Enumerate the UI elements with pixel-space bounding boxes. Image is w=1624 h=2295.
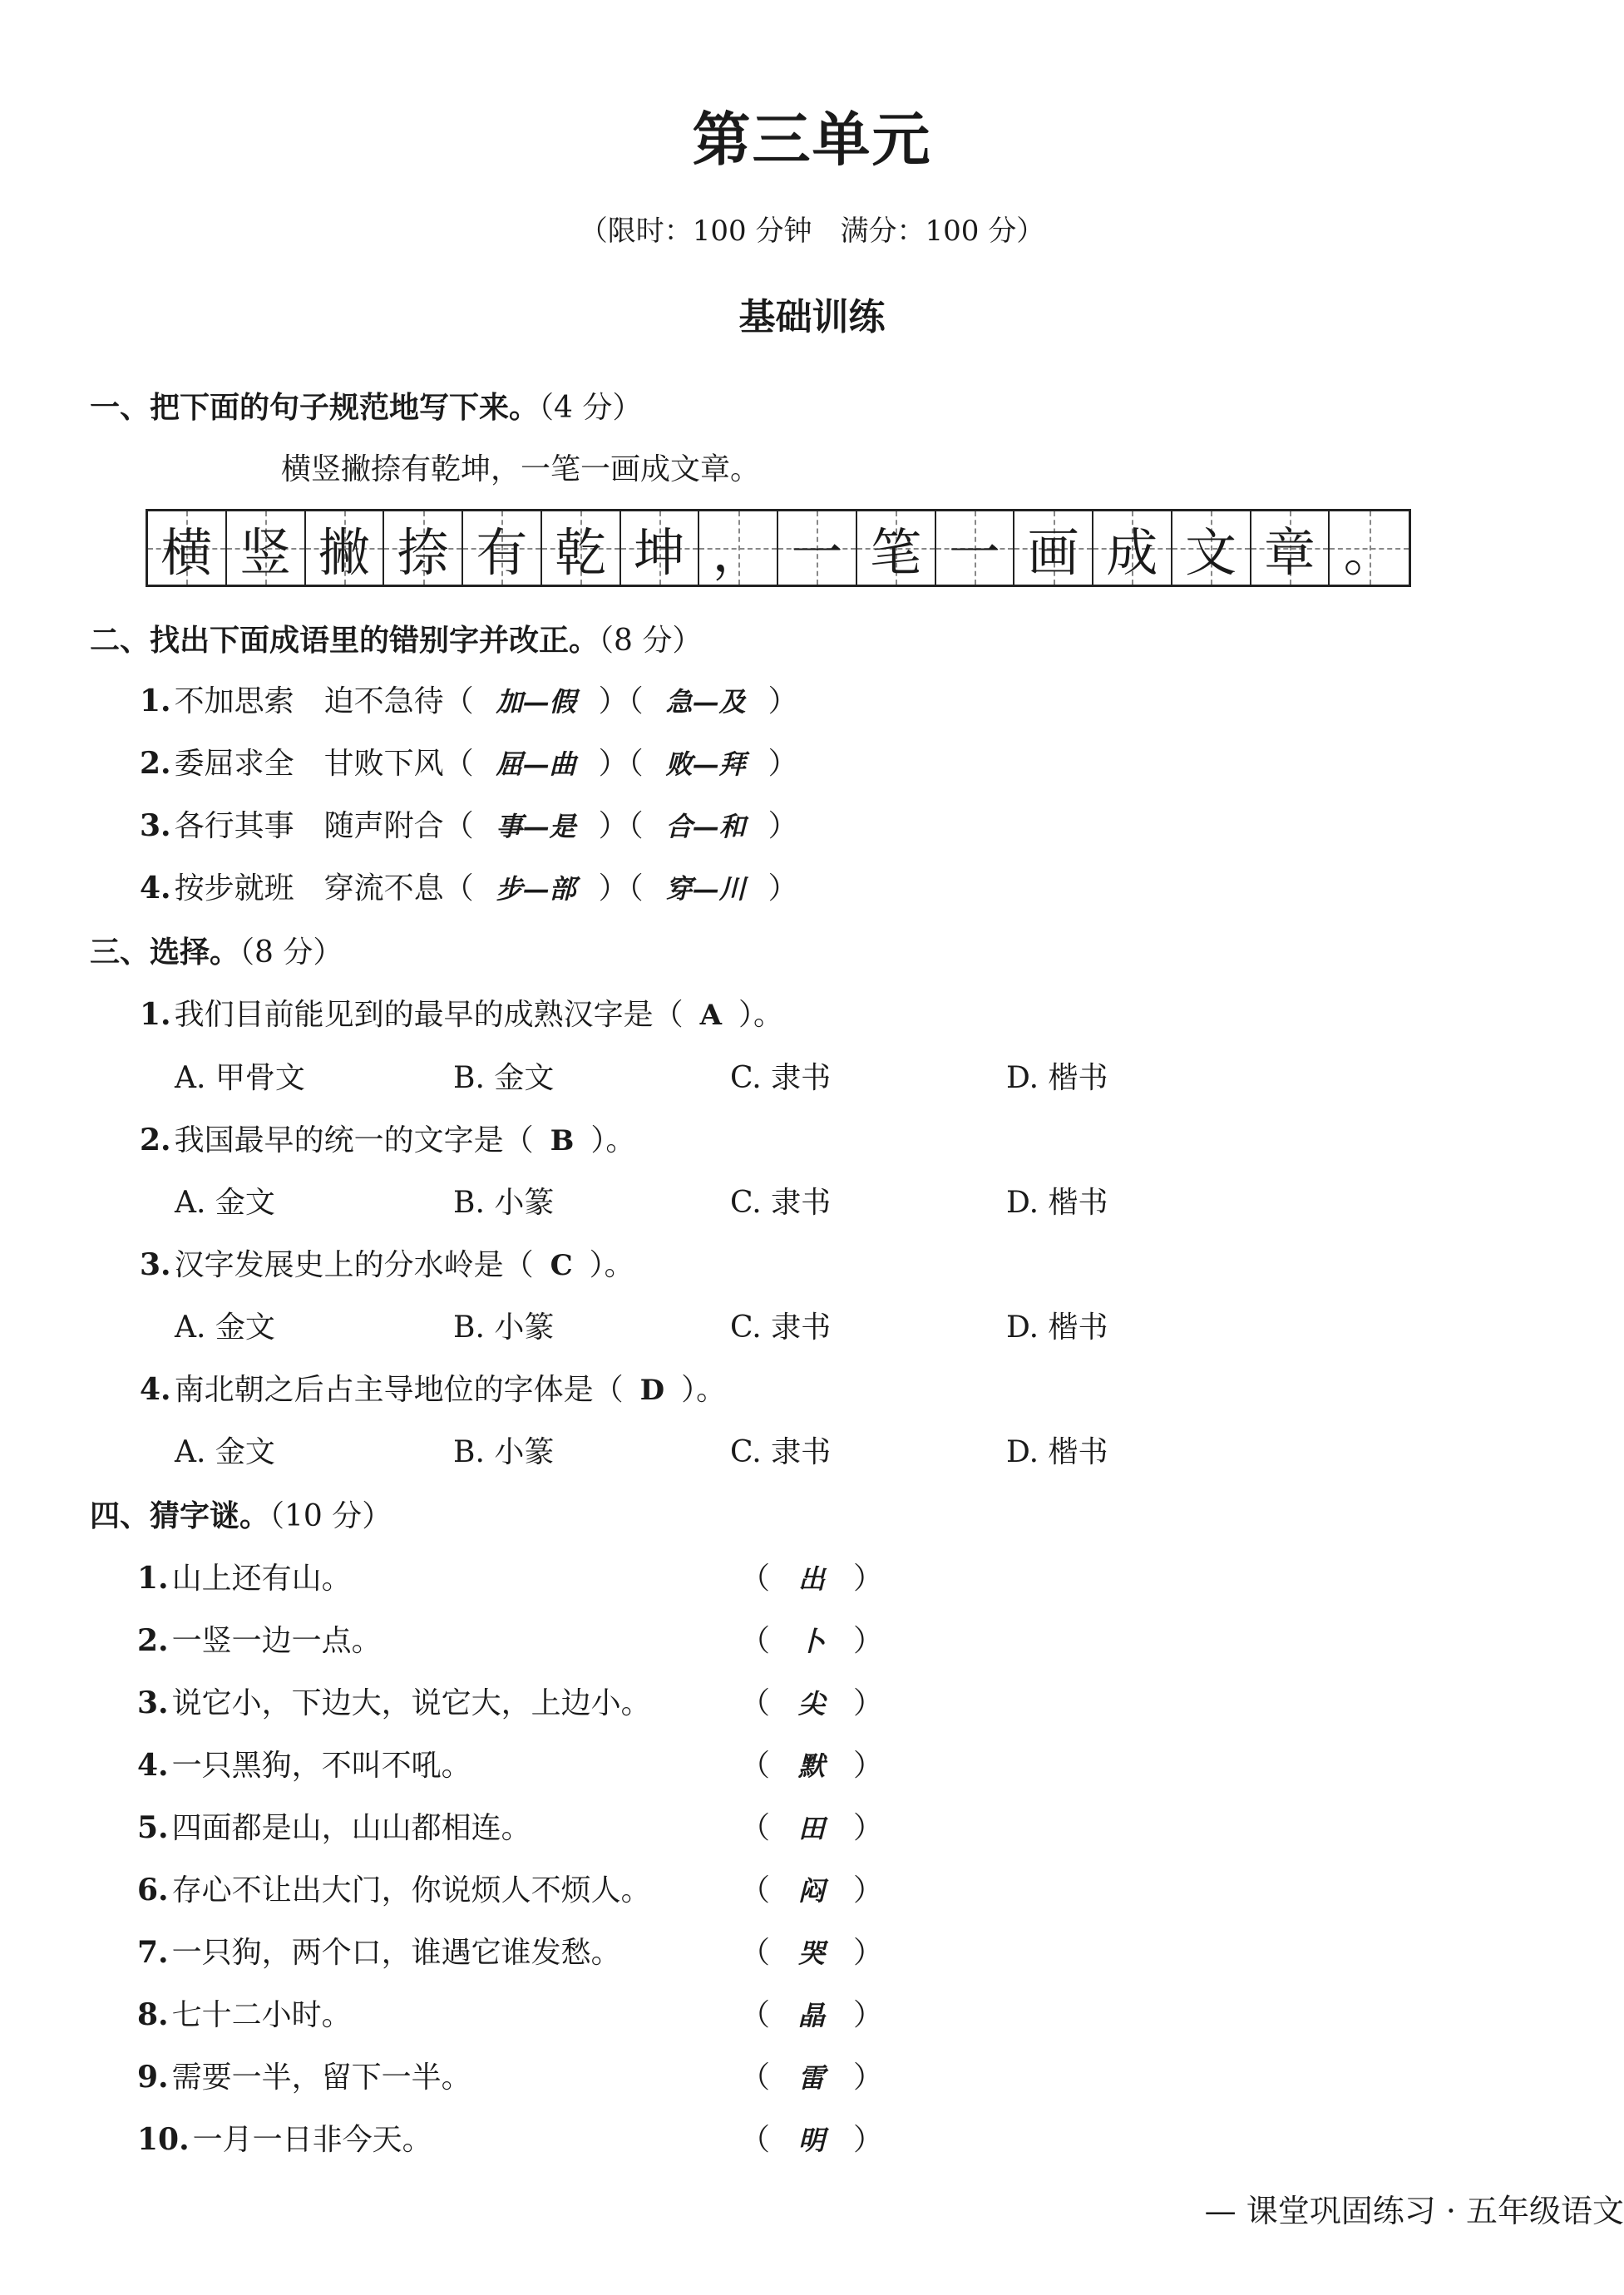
grid-cell: 文: [1172, 511, 1251, 585]
answer: 败—拜: [665, 748, 746, 780]
idiom-row: 3. 各行其事 随声附合（ 事—是 ）（ 合—和 ）: [140, 802, 798, 845]
grid-cell: 成: [1093, 511, 1172, 585]
riddle: 7. 一只狗，两个口，谁遇它谁发愁。: [137, 1935, 621, 1970]
section-subtitle: 基础训练: [738, 296, 886, 338]
riddle: 2. 一竖一边一点。: [137, 1623, 382, 1658]
riddle-answer: （ 田 ）: [740, 1811, 884, 1845]
riddle-answer: （ 尖 ）: [740, 1686, 884, 1720]
answer: 穿—川: [665, 873, 746, 905]
section-4-points: （10 分）: [269, 1499, 392, 1533]
section-2-heading: [90, 617, 702, 659]
section-3-points: （8 分）: [239, 935, 343, 970]
grid-cell: 笔: [857, 511, 936, 585]
answer: C: [550, 1249, 573, 1282]
choice-option: C. 隶书: [730, 1435, 832, 1469]
choice-question: 4. 南北朝之后占主导地位的字体是（ D ）。: [140, 1372, 727, 1407]
riddle-answer: （ 出 ）: [740, 1562, 884, 1596]
answer: D: [639, 1374, 665, 1407]
section-4-heading: [90, 1493, 392, 1535]
choice-option: A. 金文: [175, 1310, 275, 1345]
grid-cell: 。: [1330, 511, 1409, 585]
choice-option: D. 楷书: [1006, 1061, 1108, 1095]
choice-question: 2. 我国最早的统一的文字是（ B ）。: [140, 1123, 636, 1157]
choice-option: D. 楷书: [1006, 1310, 1108, 1345]
grid-cell: 捺: [384, 511, 463, 585]
choice-option: B. 小篆: [453, 1186, 555, 1220]
idiom-row: 1. 不加思索 迫不急待（ 加—假 ）（ 急—及 ）: [140, 678, 798, 720]
grid-cell: ，: [699, 511, 778, 585]
riddle-answer: （ 晶 ）: [740, 1998, 884, 2032]
grid-cell: 有: [463, 511, 542, 585]
riddle-answer: （ 明 ）: [740, 2123, 884, 2157]
time-score-limits: （限时：100 分钟 满分：100 分）: [579, 215, 1045, 248]
section-1-sentence: 横竖撇捺有乾坤，一笔一画成文章。: [281, 452, 761, 486]
choice-option: C. 隶书: [730, 1310, 832, 1345]
idiom-row: 2. 委屈求全 甘败下风（ 屈—曲 ）（ 败—拜 ）: [140, 740, 798, 782]
choice-question: 1. 我们目前能见到的最早的成熟汉字是（ A ）。: [140, 997, 784, 1032]
grid-cell: 一: [778, 511, 857, 585]
choice-option: B. 金文: [453, 1061, 555, 1095]
section-2-title: 二、找出下面成语里的错别字并改正。: [90, 624, 600, 658]
section-3-heading: [90, 929, 343, 971]
section-2-points: （8 分）: [599, 624, 703, 658]
grid-cell: 画: [1014, 511, 1093, 585]
choice-question: 3. 汉字发展史上的分水岭是（ C ）。: [140, 1247, 634, 1282]
riddle: 5. 四面都是山，山山都相连。: [137, 1810, 531, 1845]
riddle: 6. 存心不让出大门，你说烦人不烦人。: [137, 1873, 651, 1908]
riddle: 3. 说它小，下边大，说它大，上边小。: [137, 1685, 651, 1720]
section-1-heading: [90, 384, 642, 427]
grid-cell: 一: [936, 511, 1015, 585]
riddle-answer: （ 雷 ）: [740, 2061, 884, 2095]
choice-option: A. 金文: [175, 1435, 275, 1469]
writing-grid: [146, 509, 1411, 587]
grid-cell: 章: [1251, 511, 1330, 585]
grid-cell: 乾: [542, 511, 621, 585]
answer: 加—假: [496, 686, 576, 718]
grid-cell: 竖: [227, 511, 306, 585]
riddle: 1. 山上还有山。: [137, 1561, 352, 1596]
section-3-title: 三、选择。: [90, 935, 240, 970]
answer: 屈—曲: [496, 748, 576, 780]
idiom-row: 4. 按步就班 穿流不息（ 步—部 ）（ 穿—川 ）: [140, 865, 798, 907]
grid-cell: 撇: [306, 511, 385, 585]
answer: 事—是: [496, 811, 576, 842]
choice-option: C. 隶书: [730, 1186, 832, 1220]
riddle-answer: （ 闷 ）: [740, 1873, 884, 1908]
choice-option: A. 金文: [175, 1186, 275, 1220]
answer: 急—及: [665, 686, 746, 718]
riddle: 8. 七十二小时。: [137, 1997, 352, 2032]
riddle-answer: （ 哭 ）: [740, 1936, 884, 1970]
choice-option: D. 楷书: [1006, 1186, 1108, 1220]
answer: 合—和: [665, 811, 746, 842]
riddle: 4. 一只黑狗，不叫不吼。: [137, 1748, 471, 1783]
section-4-title: 四、猜字谜。: [90, 1499, 270, 1533]
choice-option: B. 小篆: [453, 1435, 555, 1469]
riddle-answer: （ 默 ）: [740, 1749, 884, 1783]
grid-cell: 坤: [621, 511, 700, 585]
riddle: 9. 需要一半，留下一半。: [137, 2060, 471, 2095]
section-1-points: （4 分）: [539, 391, 643, 425]
choice-option: A. 甲骨文: [175, 1061, 305, 1095]
choice-option: B. 小篆: [453, 1310, 555, 1345]
grid-cell: 横: [148, 511, 227, 585]
section-1-title: 一、把下面的句子规范地写下来。: [90, 391, 540, 425]
answer: B: [550, 1124, 575, 1157]
answer: A: [699, 999, 722, 1032]
riddle: 10. 一月一日非今天。: [137, 2122, 432, 2157]
page-title: 第三单元: [692, 105, 932, 174]
page-footer: — 课堂巩固练习 · 五年级语文: [1204, 2193, 1624, 2229]
answer: 步—部: [496, 873, 576, 905]
riddle-answer: （ 卜 ）: [740, 1624, 884, 1658]
choice-option: C. 隶书: [730, 1061, 832, 1095]
choice-option: D. 楷书: [1006, 1435, 1108, 1469]
